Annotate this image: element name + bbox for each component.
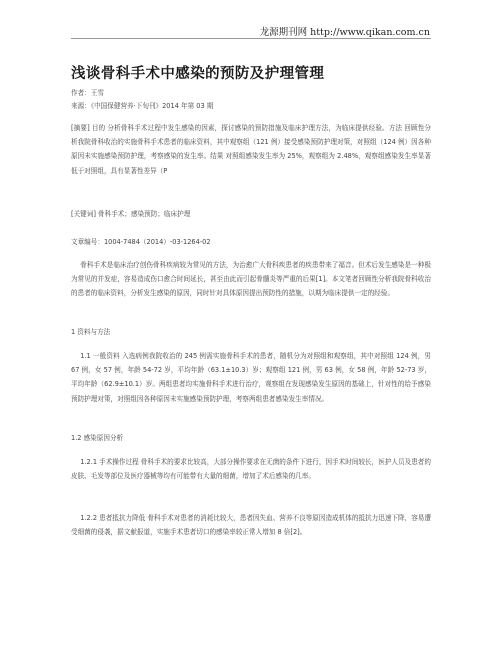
article-abstract: [摘要] 目的 分析骨科手术过程中发生感染的因素，探讨感染的预防措施及临床护理方法，为临床提供经验。方法 回顾性分析我院骨科收治的实施骨科手术患者的临床资料，其中观察组（121 例）接受感染预防护理对策，对照组（124 例）因各种原因未实施感染预防护理，考察感染的发生率。结果 对照组感染发生率为 25%，观察组为 2.48%，观察组感染发生率显著低于对照组，具有显著性差异（P	[71, 124, 431, 175]
article-title: 浅谈骨科手术中感染的预防及护理管理	[71, 66, 325, 82]
section-surgical-procedure: 1.2.1 手术操作过程 骨科手术的要求比较高，大部分操作要求在无菌的条件下进行，因手术时间较长，医护人员及患者的皮肤、毛发等部位及医疗器械等均有可能带有大量的细菌，增加了术后感染的几率。	[71, 458, 431, 481]
section-reduced-resistance: 1.2.2 患者抵抗力降低 骨科手术对患者的消耗比较大，患者因失血、营养不良等原因造成机体的抵抗力迅速下降，容易遭受细菌的侵袭，据文献报道，实施手术患者切口的感染率较正常人增加 8 倍[2]。	[71, 514, 431, 537]
article-number: 文章编号：1004-7484（2014）-03-1264-02	[71, 238, 211, 246]
section-general-data: 1.1 一般资料 入选病例我院收治的 245 例需实施骨科手术的患者，随机分为对照组和观察组，其中对照组 124 例，男 67 例，女 57 例，年龄 54-72 岁，平均年龄（63.1±10.3）岁；观察组 121 例，男 63 例，女 58 例，年龄 52-73 岁，平均年龄（62.9±10.1）岁。两组患者均实施骨科手术进行治疗，观察组在发现感染发生原因的基础上，针对性的给予感染预防护理对策，对照组因各种原因未实施感染预防护理，考察两组患者感染发生率情况。	[71, 352, 431, 403]
article-keywords: [关键词] 骨科手术；感染预防；临床护理	[71, 210, 191, 218]
section-heading-infection-causes: 1.2 感染原因分析	[71, 434, 124, 442]
intro-paragraph: 骨科手术是临床治疗创伤骨科疾病较为常见的方法，为治愈广大骨科疾患者的疾患带来了福音。但术后发生感染是一种极为常见的并发症，容易造成伤口愈合时间延长，甚至由此而引起骨髓炎等严重的后果[1]。本文笔者回顾性分析我院骨科收治的患者的临床资料，分析发生感染的原因，同时针对具体原因提出预防性的措施，以期为临床提供一定的经验。	[71, 261, 431, 298]
site-header: 龙源期刊网 http://www.qikan.com.cn	[259, 27, 430, 38]
section-heading-materials-methods: 1 资料与方法	[71, 328, 111, 336]
article-author: 作者：王雪	[71, 89, 104, 97]
header-divider	[71, 38, 431, 39]
article-source: 来源：《中国保健营养·下旬刊》2014 年第 03 期	[71, 102, 214, 110]
